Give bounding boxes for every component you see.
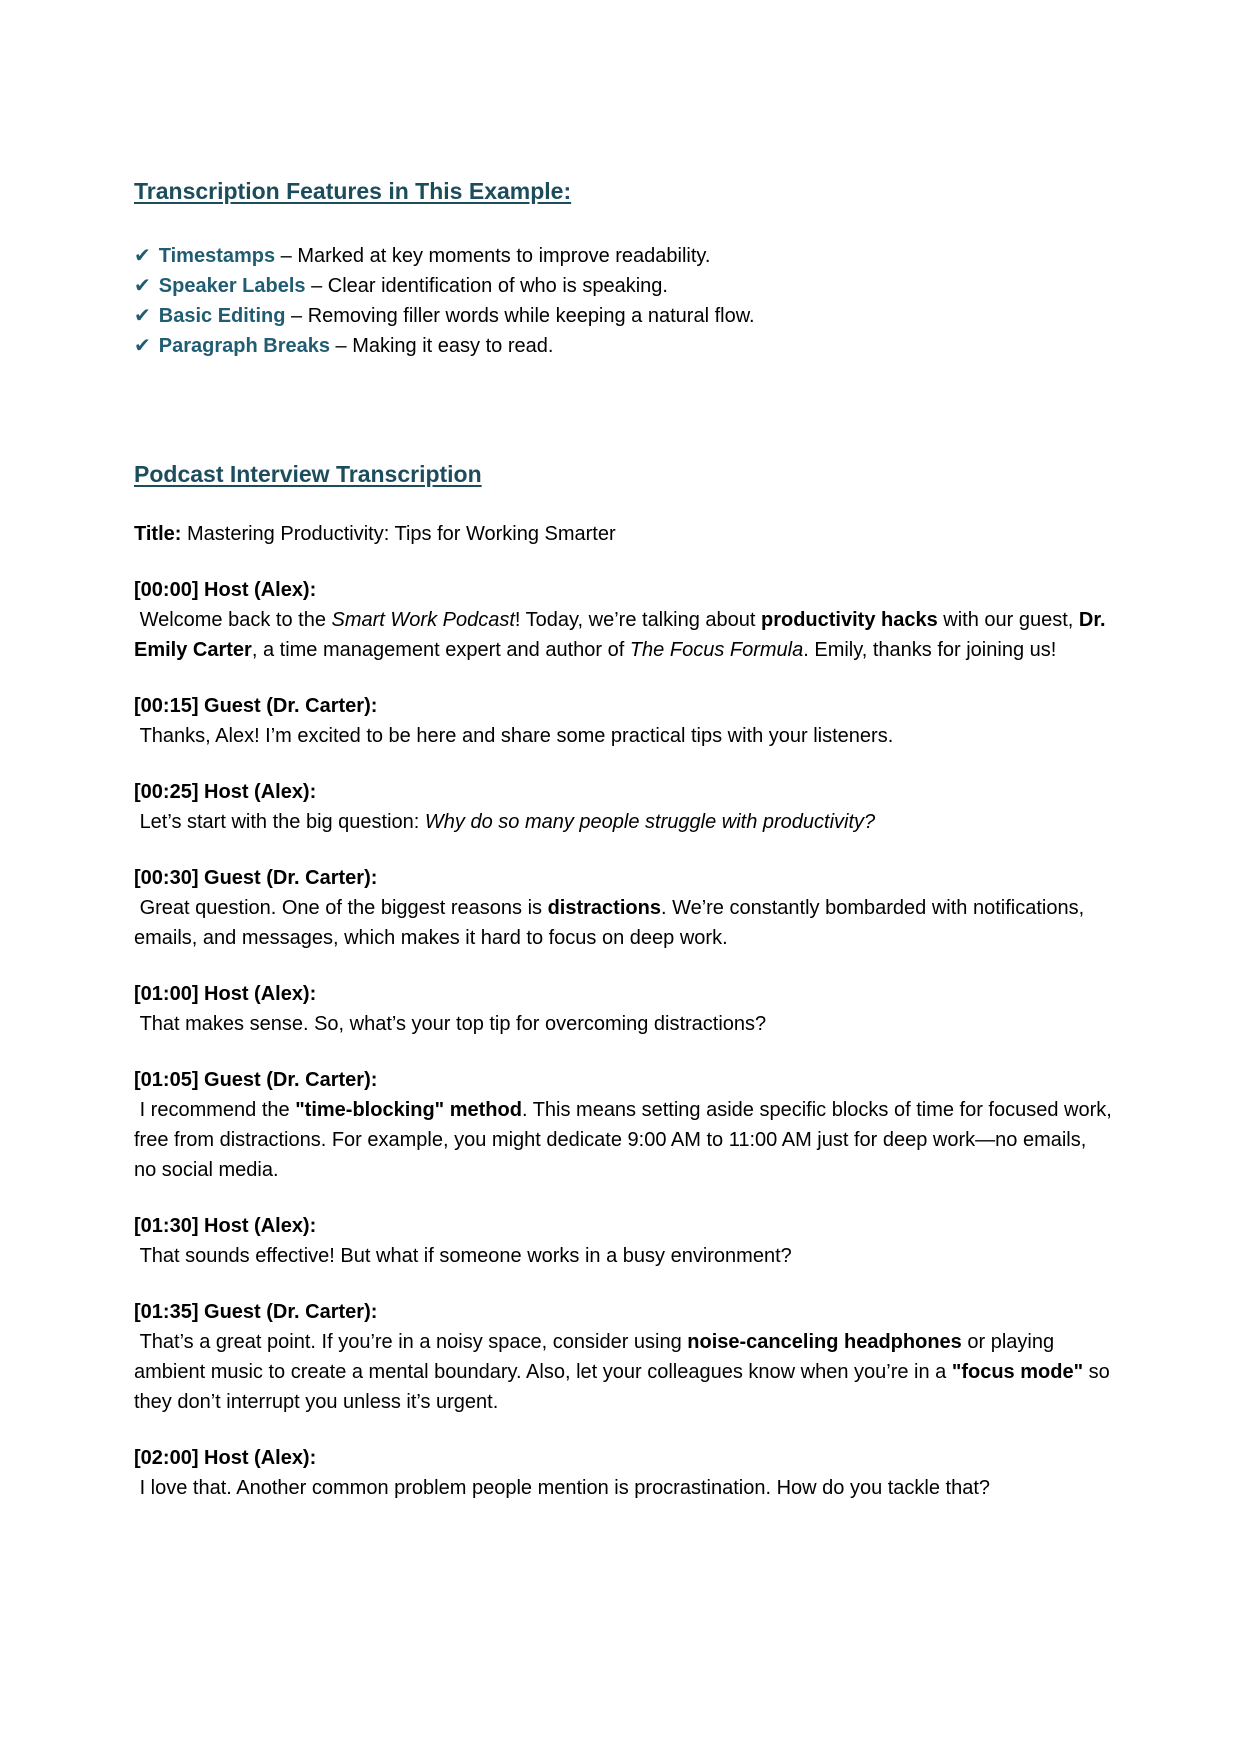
feature-item-timestamps [134,241,1112,271]
transcript-entry [134,691,1112,751]
text-run: "focus mode" [951,1361,1084,1383]
title-label: Title: [134,523,182,545]
transcript-entry [134,1297,1116,1417]
text-run: Great question. One of the biggest reasons is [134,897,548,919]
entry-text [134,605,1112,665]
text-run: Thanks, Alex! I’m excited to be here and share some practical tips with your listeners. [134,725,894,747]
checkmark-icon: ✔ [134,305,151,327]
entry-speaker: [01:00] Host (Alex): [134,983,317,1005]
text-run: or playing ambient music to create a mental boundary. Also, let your colleagues know when you’re in a [134,1331,1060,1383]
entry-text [134,1095,1118,1185]
entry-text [134,893,1112,953]
feature-item-paragraph-breaks [134,331,1112,361]
checkmark-icon: ✔ [134,275,151,297]
entry-speaker: [01:30] Host (Alex): [134,1215,317,1237]
feature-label: Speaker Labels [158,275,306,297]
text-run: Smart Work Podcast [331,609,515,631]
text-run: The Focus Formula [629,639,804,661]
entry-text [134,807,1112,837]
entry-text [134,1473,1112,1503]
entry-speaker: [00:00] Host (Alex): [134,579,317,601]
text-run: Dr. Emily Carter [134,609,1112,661]
feature-description: – Making it easy to read. [329,335,554,357]
entry-speaker: [01:35] Guest (Dr. Carter): [134,1301,378,1323]
text-run: distractions [547,897,661,919]
text-run: "time-blocking" method [295,1099,522,1121]
features-section-heading: Transcription Features in This Example: [134,178,572,204]
text-run: That makes sense. So, what’s your top tip for overcoming distractions? [134,1013,767,1035]
transcript-entry [134,1211,1112,1271]
feature-label: Paragraph Breaks [158,335,330,357]
transcript-entry [134,1443,1112,1503]
transcript-entry [134,777,1112,837]
title-text: Mastering Productivity: Tips for Working Smarter [181,523,616,545]
text-run: Why do so many people struggle with productivity? [424,811,876,833]
feature-description: – Marked at key moments to improve readability. [275,245,711,267]
text-run: , a time management expert and author of [251,639,630,661]
feature-item-basic-editing [134,301,1112,331]
entry-speaker: [00:30] Guest (Dr. Carter): [134,867,378,889]
transcript-entry [134,863,1112,953]
text-run: Welcome back to the [134,609,332,631]
text-run: ! Today, we’re talking about [514,609,761,631]
text-run: noise-canceling headphones [687,1331,962,1353]
text-run: productivity hacks [760,609,938,631]
transcript-entry [134,575,1112,665]
entry-speaker: [02:00] Host (Alex): [134,1447,317,1469]
transcript-section-heading: Podcast Interview Transcription [134,461,482,487]
text-run: so they don’t interrupt you unless it’s urgent. [134,1361,1116,1413]
feature-list [134,241,1112,361]
feature-description: – Clear identification of who is speaking. [305,275,668,297]
transcript-entry [134,1065,1118,1185]
feature-label: Timestamps [158,245,276,267]
entry-text [134,1009,1112,1039]
text-run: I recommend the [134,1099,296,1121]
text-run: That sounds effective! But what if someone works in a busy environment? [134,1245,792,1267]
feature-item-speaker-labels [134,271,1112,301]
text-run: That’s a great point. If you’re in a noisy space, consider using [134,1331,688,1353]
entry-speaker: [01:05] Guest (Dr. Carter): [134,1069,378,1091]
entry-text [134,1241,1112,1271]
entry-speaker: [00:25] Host (Alex): [134,781,317,803]
feature-description: – Removing filler words while keeping a natural flow. [285,305,755,327]
entry-speaker: [00:15] Guest (Dr. Carter): [134,695,378,717]
text-run: I love that. Another common problem people mention is procrastination. How do you tackle that? [134,1477,991,1499]
text-run: . We’re constantly bombarded with notifications, emails, and messages, which makes it hard to focus on deep work. [134,897,1090,949]
transcript-title-line [134,519,1112,549]
text-run: Let’s start with the big question: [134,811,425,833]
checkmark-icon: ✔ [134,245,151,267]
entry-text [134,1327,1116,1417]
feature-label: Basic Editing [158,305,286,327]
text-run: . Emily, thanks for joining us! [803,639,1057,661]
text-run: . This means setting aside specific blocks of time for focused work, free from distractions. For example, you might dedicate 9:00 AM to 11:00 AM just for deep work—no emails, no social media. [134,1099,1118,1181]
entry-text [134,721,1112,751]
transcript-entry [134,979,1112,1039]
text-run: with our guest, [937,609,1079,631]
checkmark-icon: ✔ [134,335,151,357]
